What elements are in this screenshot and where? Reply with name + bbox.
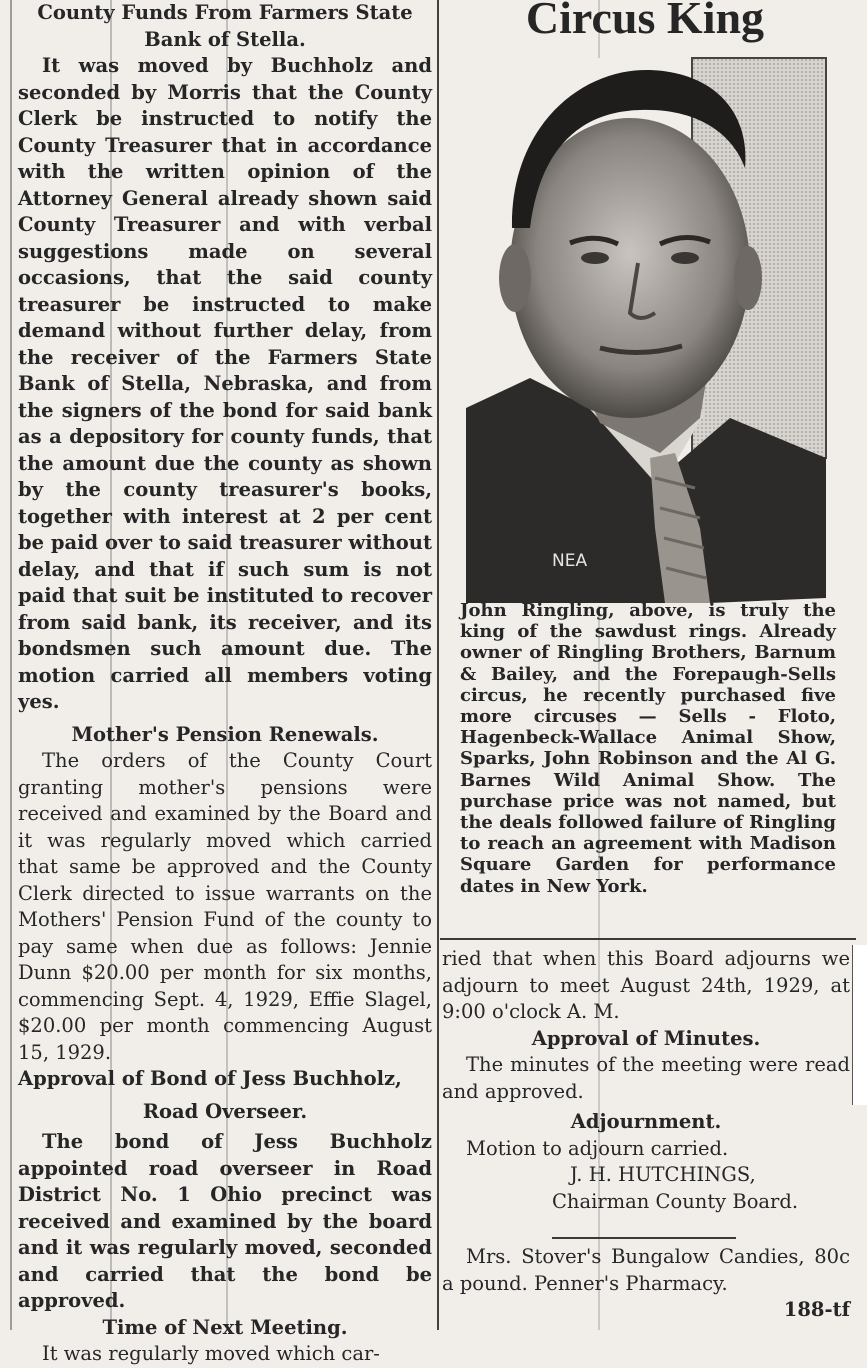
column-divider (437, 0, 439, 1330)
heading-road-overseer: Road Overseer. (142, 1099, 308, 1123)
heading-approval-minutes: Approval of Minutes. (531, 1026, 761, 1050)
headline-circus-king: Circus King (525, 0, 765, 43)
caption-text: John Ringling, above, is truly the king of the sawdust rings. Already owner of Ringling Brothers, Barnum & Bailey, and the Forepaugh-Sells circus, he recently purchased five more circuses — Sells - Floto, Hagenbeck-Wallace Animal Show, Sparks, John Robinson and the Al G. Barnes Wild Animal Show. The purchase price was not named, but the deals followed failure of Ringling to reach an agreement with Madison Square Garden for performance dates in New York. (460, 600, 836, 897)
short-rule (552, 1237, 736, 1239)
photo-caption (460, 600, 836, 897)
ad-text: Mrs. Stover's Bungalow Candies, 80c a pound. Penner's Pharmacy. (442, 1245, 850, 1295)
column-rule (10, 0, 12, 1330)
right-column-text (442, 946, 850, 1215)
heading-mothers-pension: Mother's Pension Renewals. (71, 722, 379, 746)
paragraph-bond: The bond of Jess Buchholz appointed road overseer in Road District No. 1 Ohio precinct was received and examined by the board and it was regularly moved, seconded and carried that the bond be approved. (18, 1130, 432, 1312)
signature-name: J. H. HUTCHINGS, (570, 1163, 756, 1186)
ad-code: 188-tf (783, 1298, 850, 1321)
photo-credit: NEA (552, 551, 588, 571)
paragraph-adjourn-motion: Motion to adjourn carried. (466, 1136, 729, 1160)
left-column (18, 0, 432, 1368)
heading-county-funds: County Funds From Farmers State Bank of Stella. (37, 1, 413, 51)
heading-adjournment: Adjournment. (570, 1110, 722, 1133)
paragraph-minutes: The minutes of the meeting were read and approved. (442, 1053, 850, 1103)
section-rule (440, 938, 856, 940)
paragraph-funds-motion: It was moved by Buchholz and seconded by Morris that the County Clerk be instructed to notify the County Treasurer that in accordance with the written opinion of the Attorney General already shown said County Treasurer and with verbal suggestions made on several occasions, that the said county treasurer be instructed to make demand without further delay, from the receiver of the Farmers State Bank of Stella, Nebraska, and from the signers of the bond for said bank as a depository for county funds, that the amount due the county as shown by the county treasurer's books, together with interest at 2 per cent be paid over to said treasurer without delay, and that if such sum is not paid that suit be instituted to recover from said bank, its receiver, and its bondsmen such amount due. The motion carried all members voting yes. (18, 54, 432, 713)
portrait-photo (460, 58, 826, 606)
portrait-illustration (460, 58, 826, 606)
paragraph-adjourn-continued: ried that when this Board adjourns we adjourn to meet August 24th, 1929, at 9:00 o'clock A. M. (442, 947, 850, 1023)
signature-title: Chairman County Board. (552, 1189, 799, 1213)
heading-bond-approval: Approval of Bond of Jess Buchholz, (18, 1067, 402, 1090)
advertisement (442, 1244, 850, 1324)
heading-next-meeting: Time of Next Meeting. (102, 1315, 348, 1339)
paper-edge (852, 945, 867, 1105)
paragraph-next-meeting: It was regularly moved which car- (42, 1342, 380, 1365)
paragraph-mothers-pension: The orders of the County Court granting mother's pensions were received and examined by the Board and it was regularly moved which carried that same be approved and the County Clerk directed to issue warrants on the Mothers' Pension Fund of the county to pay same when due as follows: Jennie Dunn $20.00 per month for six months, commencing Sept. 4, 1929, Effie Slagel, $20.00 per month commencing August 15, 1929. (18, 749, 432, 1064)
